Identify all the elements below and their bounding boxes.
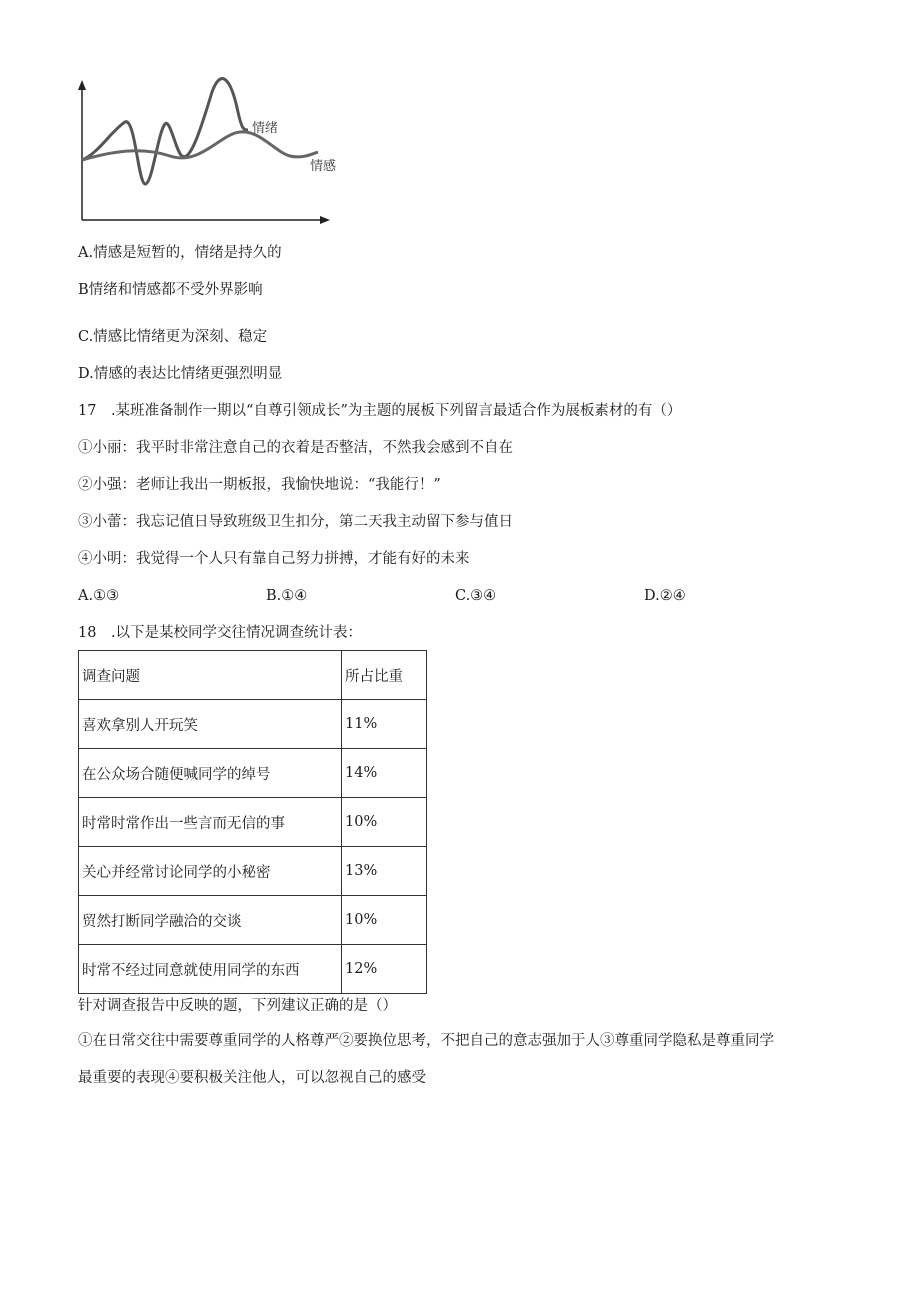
x-axis-arrow	[320, 216, 330, 224]
table-cell-ratio: 14%	[342, 749, 427, 798]
table-cell-question: 关心并经常讨论同学的小秘密	[79, 847, 342, 896]
q17-choice-b: B.①④	[266, 588, 308, 604]
q16-option-c: C.情感比情绪更为深刻、稳定	[78, 329, 268, 345]
q17-choice-a: A.①③	[78, 588, 120, 604]
table-cell-ratio: 13%	[342, 847, 427, 896]
emotion-feeling-figure	[70, 72, 350, 232]
feeling-curve	[82, 132, 318, 160]
table-cell-question: 时常不经过同意就使用同学的东西	[79, 945, 342, 994]
table-row	[79, 798, 427, 847]
y-axis-arrow	[78, 80, 86, 90]
q17-item-2: ②小强：老师让我出一期板报，我愉快地说：“我能行！”	[78, 477, 441, 493]
q18-statements-line1: ①在日常交往中需要尊重同学的人格尊严②要换位思考，不把自己的意志强加于人③尊重同学隐私是尊重同学	[78, 1033, 774, 1049]
q17-item-1: ①小丽：我平时非常注意自己的衣着是否整洁，不然我会感到不自在	[78, 440, 513, 456]
table-row	[79, 847, 427, 896]
q16-option-a: A.情感是短暂的，情绪是持久的	[78, 245, 282, 261]
emotion-curve	[82, 79, 248, 184]
table-header-row	[79, 651, 427, 700]
table-row	[79, 896, 427, 945]
label-feeling: 情感	[310, 159, 337, 174]
q17-stem: 17 .某班准备制作一期以“自尊引领成长”为主题的展板下列留言最适合作为展板素材的有（）	[78, 403, 682, 419]
q16-option-d: D.情感的表达比情绪更强烈明显	[78, 366, 283, 382]
q17-choice-c: C.③④	[455, 588, 497, 604]
q16-option-b: B情绪和情感都不受外界影响	[78, 282, 263, 298]
table-cell-ratio: 11%	[342, 700, 427, 749]
table-row	[79, 749, 427, 798]
table-header-question: 调查问题	[79, 651, 342, 700]
table-cell-question: 贸然打断同学融洽的交谈	[79, 896, 342, 945]
q18-question: 针对调查报告中反映的题，下列建议正确的是（）	[78, 998, 397, 1014]
q18-stem: 18 .以下是某校同学交往情况调查统计表：	[78, 625, 363, 641]
table-cell-question: 时常时常作出一些言而无信的事	[79, 798, 342, 847]
q17-item-4: ④小明：我觉得一个人只有靠自己努力拼搏，才能有好的未来	[78, 551, 470, 567]
table-cell-question: 在公众场合随便喊同学的绰号	[79, 749, 342, 798]
survey-table	[78, 650, 427, 994]
table-cell-ratio: 10%	[342, 798, 427, 847]
label-emotion: 情绪	[252, 121, 279, 136]
table-cell-question: 喜欢拿别人开玩笑	[79, 700, 342, 749]
table-cell-ratio: 12%	[342, 945, 427, 994]
q18-statements-line2: 最重要的表现④要积极关注他人，可以忽视自己的感受	[78, 1070, 426, 1086]
q17-item-3: ③小蕾：我忘记值日导致班级卫生扣分，第二天我主动留下参与值日	[78, 514, 513, 530]
table-row	[79, 945, 427, 994]
table-row	[79, 700, 427, 749]
q17-choice-d: D.②④	[644, 588, 686, 604]
table-header-ratio: 所占比重	[342, 651, 427, 700]
table-cell-ratio: 10%	[342, 896, 427, 945]
